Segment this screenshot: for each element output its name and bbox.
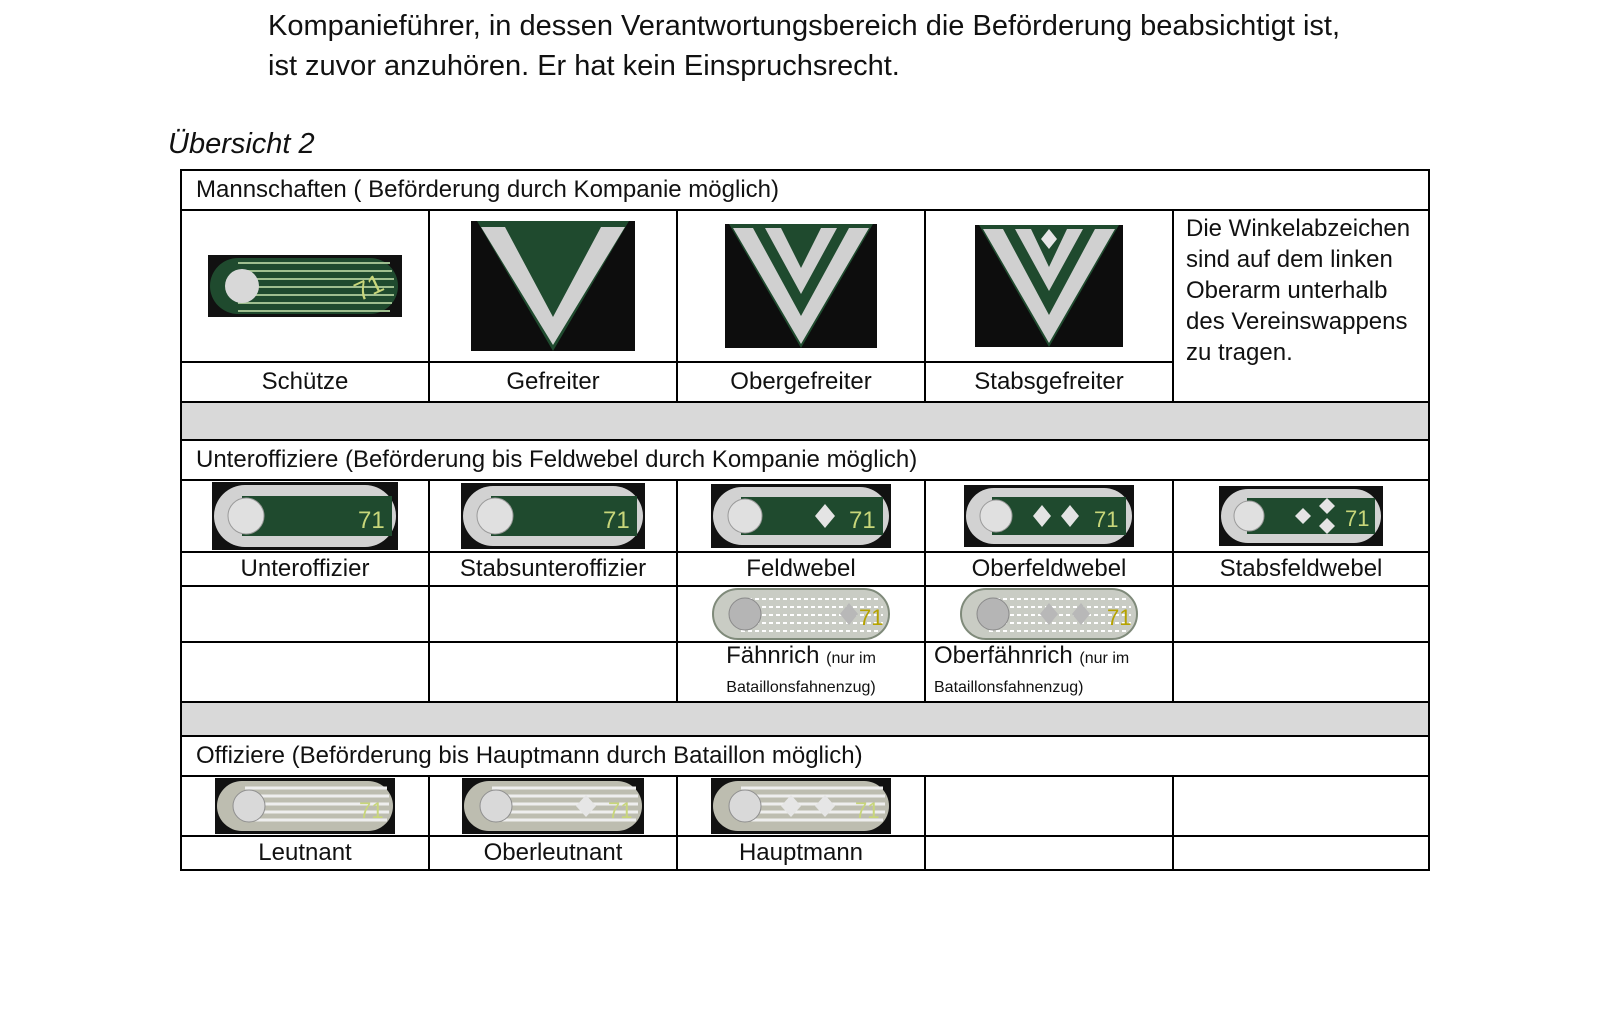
empty-cell xyxy=(925,776,1173,836)
insignia-row xyxy=(181,776,1429,836)
shoulder-strap-icon xyxy=(461,483,645,549)
rank-suffix: (nur im xyxy=(826,650,876,667)
chevron-double-icon xyxy=(725,224,877,348)
rank-name: Fähnrich xyxy=(726,642,820,669)
intro-line-2: ist zuvor anzuhören. Er hat kein Einspruchsrecht. xyxy=(268,50,900,82)
shoulder-strap-star-icon xyxy=(711,484,891,548)
spacer-row xyxy=(181,402,1429,440)
empty-cell xyxy=(1173,586,1429,642)
section-header-row xyxy=(181,440,1429,480)
svg-text:71: 71 xyxy=(859,605,884,630)
officer-strap-icon xyxy=(215,778,395,834)
chevron-single-icon xyxy=(471,221,635,351)
insignia-unteroffizier xyxy=(181,480,429,552)
rank-label: Hauptmann xyxy=(677,836,925,870)
spacer-row xyxy=(181,702,1429,736)
svg-text:71: 71 xyxy=(349,267,389,308)
svg-text:71: 71 xyxy=(608,798,633,823)
svg-text:71: 71 xyxy=(849,507,876,534)
insignia-row xyxy=(181,586,1429,642)
rank-label: Stabsgefreiter xyxy=(925,362,1173,402)
rank-label: Unteroffizier xyxy=(181,552,429,586)
section-title-offiziere: Offiziere (Beförderung bis Hauptmann durch Bataillon möglich) xyxy=(181,736,1429,776)
intro-line-1: Kompanieführer, in dessen Verantwortungsbereich die Beförderung beabsichtigt ist, xyxy=(268,10,1341,42)
insignia-faehnrich xyxy=(677,586,925,642)
officer-strap-two-stars-icon xyxy=(711,778,891,834)
rank-suffix-line2: Bataillonsfahnenzug) xyxy=(726,679,876,696)
rank-label: Gefreiter xyxy=(429,362,677,402)
svg-text:71: 71 xyxy=(1345,506,1370,531)
shoulder-strap-icon xyxy=(208,255,402,317)
svg-text:71: 71 xyxy=(1094,507,1119,532)
svg-text:71: 71 xyxy=(359,798,384,823)
insignia-note: Die Winkelabzeichen sind auf dem linken Oberarm unterhalb des Vereinswappens zu tragen. xyxy=(1173,210,1429,402)
chevron-star-icon xyxy=(975,225,1123,347)
insignia-oberfaehnrich xyxy=(925,586,1173,642)
rank-label: Schütze xyxy=(181,362,429,402)
insignia-stabsfeldwebel xyxy=(1173,480,1429,552)
rank-label-row xyxy=(181,836,1429,870)
section-header-row xyxy=(181,736,1429,776)
shoulder-strap-three-stars-icon xyxy=(1219,486,1383,546)
empty-cell xyxy=(1173,776,1429,836)
svg-text:71: 71 xyxy=(1107,605,1132,630)
rank-label: Stabsunteroffizier xyxy=(429,552,677,586)
rank-label: Obergefreiter xyxy=(677,362,925,402)
insignia-stabsgefreiter xyxy=(925,210,1173,362)
rank-label: Feldwebel xyxy=(677,552,925,586)
empty-cell xyxy=(1173,836,1429,870)
shoulder-strap-two-stars-icon xyxy=(964,485,1134,547)
insignia-gefreiter xyxy=(429,210,677,362)
insignia-leutnant xyxy=(181,776,429,836)
insignia-feldwebel xyxy=(677,480,925,552)
rank-label-row xyxy=(181,552,1429,586)
rank-label-row xyxy=(181,642,1429,702)
svg-text:71: 71 xyxy=(855,798,880,823)
insignia-obergefreiter xyxy=(677,210,925,362)
section-header-row xyxy=(181,170,1429,210)
braided-strap-two-stars-icon xyxy=(959,587,1139,641)
rank-label-faehnrich xyxy=(677,642,925,702)
insignia-row xyxy=(181,480,1429,552)
rank-label-oberfaehnrich xyxy=(925,642,1173,702)
section-title-mannschaften: Mannschaften ( Beförderung durch Kompanie möglich) xyxy=(181,170,1429,210)
insignia-oberleutnant xyxy=(429,776,677,836)
svg-text:71: 71 xyxy=(358,507,385,534)
rank-name: Oberfähnrich xyxy=(934,642,1073,669)
rank-label: Oberfeldwebel xyxy=(925,552,1173,586)
empty-cell xyxy=(181,586,429,642)
empty-cell xyxy=(429,586,677,642)
empty-cell xyxy=(925,836,1173,870)
empty-cell xyxy=(429,642,677,702)
svg-text:71: 71 xyxy=(603,507,630,534)
officer-strap-star-icon xyxy=(462,778,644,834)
rank-suffix-line2: Bataillonsfahnenzug) xyxy=(934,679,1084,696)
spacer xyxy=(181,402,1429,440)
rank-label: Leutnant xyxy=(181,836,429,870)
overview-caption: Übersicht 2 xyxy=(168,128,315,160)
insignia-oberfeldwebel xyxy=(925,480,1173,552)
shoulder-strap-icon xyxy=(212,482,398,550)
empty-cell xyxy=(181,642,429,702)
intro-paragraph xyxy=(268,6,1448,86)
insignia-stabsunteroffizier xyxy=(429,480,677,552)
rank-suffix: (nur im xyxy=(1079,650,1130,667)
rank-overview-table xyxy=(180,169,1430,871)
insignia-schuetze xyxy=(181,210,429,362)
insignia-hauptmann xyxy=(677,776,925,836)
rank-label: Oberleutnant xyxy=(429,836,677,870)
braided-strap-star-icon xyxy=(711,587,891,641)
section-title-unteroffiziere: Unteroffiziere (Beförderung bis Feldwebel durch Kompanie möglich) xyxy=(181,440,1429,480)
spacer xyxy=(181,702,1429,736)
rank-label: Stabsfeldwebel xyxy=(1173,552,1429,586)
empty-cell xyxy=(1173,642,1429,702)
insignia-row xyxy=(181,210,1429,362)
